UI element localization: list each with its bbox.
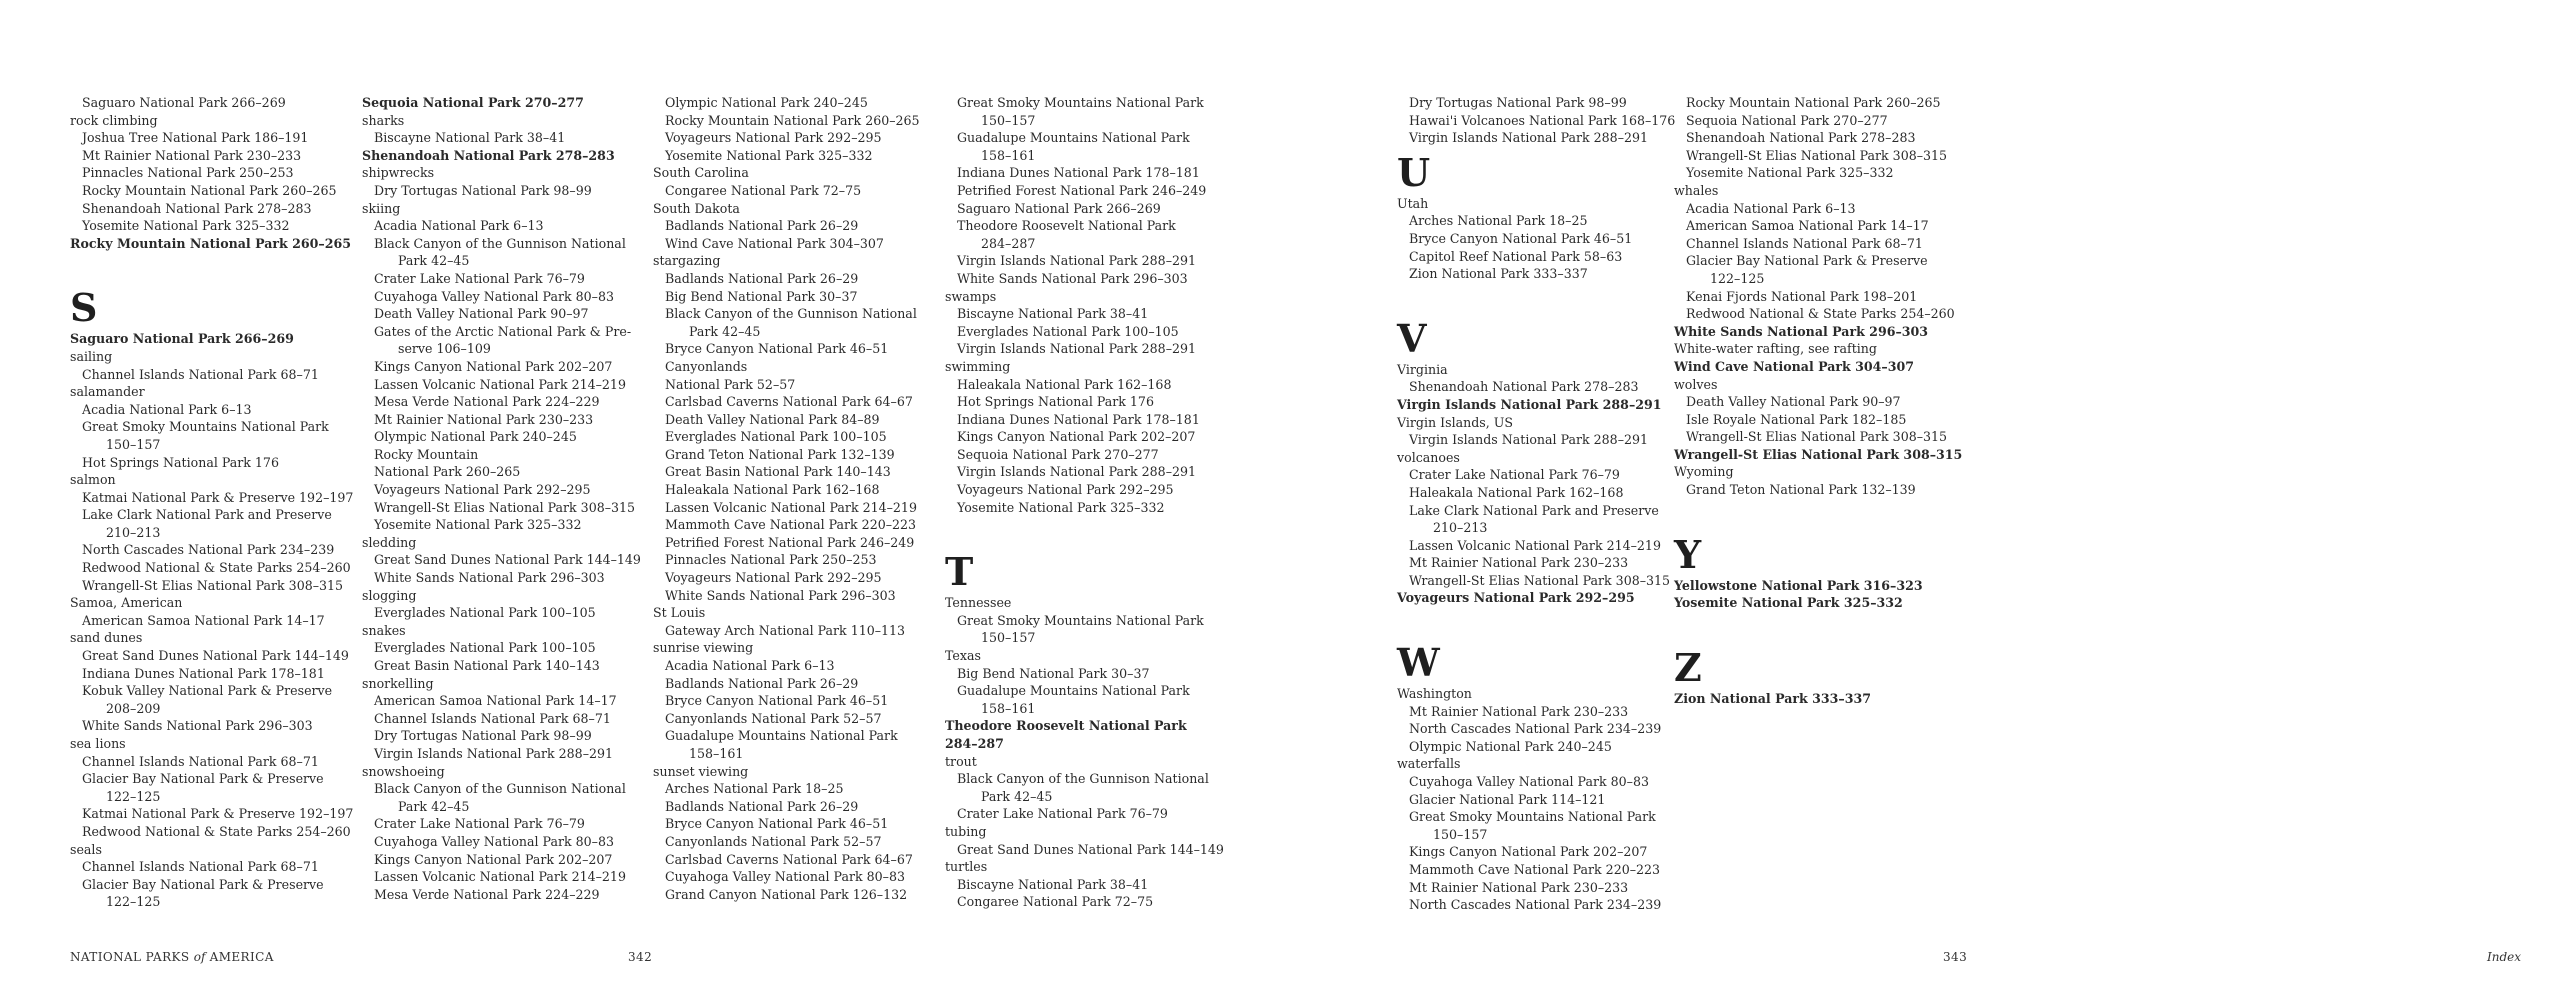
index-subentry: American Samoa National Park 14–17 bbox=[1686, 218, 1929, 234]
index-subentry: Lassen Volcanic National Park 214–219 bbox=[665, 499, 917, 515]
index-park-entry: Yosemite National Park 325–332 bbox=[1674, 595, 1903, 611]
index-subentry: Wrangell-St Elias National Park 308–315 bbox=[82, 577, 344, 593]
index-subentry-continuation: 208–209 bbox=[106, 700, 161, 716]
index-park-entry: Wrangell-St Elias National Park 308–315 bbox=[1674, 446, 1963, 462]
index-spacer bbox=[1674, 499, 1964, 529]
index-subentry-continuation: 122–125 bbox=[1710, 270, 1765, 286]
index-subentry: Black Canyon of the Gunnison National bbox=[957, 771, 1209, 787]
index-subentry: Yosemite National Park 325–332 bbox=[1686, 165, 1894, 181]
index-subentry-continuation: Park 42–45 bbox=[398, 798, 470, 814]
index-subentry: Virgin Islands National Park 288–291 bbox=[957, 253, 1197, 269]
index-topic-heading: slogging bbox=[362, 587, 417, 603]
index-topic-heading: volcanoes bbox=[1397, 449, 1460, 465]
index-subentry: Isle Royale National Park 182–185 bbox=[1686, 411, 1907, 427]
index-topic-heading: White-water rafting, see rafting bbox=[1674, 341, 1877, 357]
index-subentry: Everglades National Park 100–105 bbox=[665, 429, 887, 445]
index-subentry: Bryce Canyon National Park 46–51 bbox=[665, 816, 889, 832]
index-column-5 bbox=[1397, 94, 1687, 914]
index-subentry: Glacier Bay National Park & Preserve bbox=[1686, 253, 1928, 269]
index-subentry: Hot Springs National Park 176 bbox=[957, 394, 1154, 410]
index-subentry: Crater Lake National Park 76–79 bbox=[374, 270, 585, 286]
index-subentry: Sequoia National Park 270–277 bbox=[1686, 112, 1888, 128]
index-section-letter: Z bbox=[1674, 644, 1702, 690]
index-subentry: Mammoth Cave National Park 220–223 bbox=[1409, 862, 1661, 877]
index-subentry-continuation: serve 106–109 bbox=[398, 341, 491, 357]
index-topic-heading: sledding bbox=[362, 534, 417, 550]
index-subentry-continuation: Park 42–45 bbox=[398, 253, 470, 269]
index-subentry: Gateway Arch National Park 110–113 bbox=[665, 622, 906, 638]
index-subentry: Cuyahoga Valley National Park 80–83 bbox=[665, 869, 905, 885]
index-column-4 bbox=[945, 94, 1235, 911]
index-topic-heading: sunrise viewing bbox=[653, 640, 754, 656]
index-subentry: Crater Lake National Park 76–79 bbox=[1409, 467, 1620, 483]
index-subentry: Everglades National Park 100–105 bbox=[374, 605, 596, 621]
index-subentry: Saguaro National Park 266–269 bbox=[957, 200, 1161, 216]
index-subentry: Capitol Reef National Park 58–63 bbox=[1409, 248, 1623, 264]
index-column-1 bbox=[70, 94, 360, 911]
index-subentry: Wrangell-St Elias National Park 308–315 bbox=[1686, 429, 1948, 445]
index-subentry: Canyonlands bbox=[665, 358, 748, 374]
section-label: Index bbox=[2487, 950, 2522, 964]
index-subentry: Yosemite National Park 325–332 bbox=[374, 517, 582, 533]
index-subentry-continuation: 122–125 bbox=[106, 894, 161, 910]
index-subentry: Virgin Islands National Park 288–291 bbox=[374, 745, 614, 761]
book-title-part-2: AMERICA bbox=[209, 950, 274, 964]
index-subentry: Pinnacles National Park 250–253 bbox=[665, 552, 877, 568]
index-topic-heading: sea lions bbox=[70, 736, 126, 751]
index-park-entry: White Sands National Park 296–303 bbox=[1674, 323, 1929, 339]
index-subentry: Petrified Forest National Park 246–249 bbox=[957, 182, 1207, 198]
index-subentry: Yosemite National Park 325–332 bbox=[665, 147, 873, 163]
index-subentry: American Samoa National Park 14–17 bbox=[82, 612, 325, 628]
index-subentry: Great Smoky Mountains National Park bbox=[82, 419, 329, 435]
index-subentry: North Cascades National Park 234–239 bbox=[1409, 897, 1662, 913]
index-topic-heading: swimming bbox=[945, 358, 1011, 374]
index-park-entry: Sequoia National Park 270–277 bbox=[362, 95, 584, 110]
index-subentry-continuation: 158–161 bbox=[981, 147, 1036, 163]
index-subentry: Redwood National & State Parks 254–260 bbox=[82, 560, 351, 576]
index-subentry: Everglades National Park 100–105 bbox=[957, 323, 1179, 339]
index-subentry: Lake Clark National Park and Preserve bbox=[1409, 502, 1659, 518]
index-subentry: Shenandoah National Park 278–283 bbox=[1409, 379, 1639, 395]
index-topic-heading: whales bbox=[1674, 182, 1719, 198]
index-subentry: Congaree National Park 72–75 bbox=[957, 894, 1154, 910]
index-subentry: Virgin Islands National Park 288–291 bbox=[1409, 130, 1649, 146]
index-subentry: Indiana Dunes National Park 178–181 bbox=[82, 665, 325, 681]
index-subentry: Petrified Forest National Park 246–249 bbox=[665, 534, 915, 550]
index-topic-heading: sailing bbox=[70, 348, 113, 364]
index-subentry: Cuyahoga Valley National Park 80–83 bbox=[374, 833, 614, 849]
index-subentry: Hawai'i Volcanoes National Park 168–176 bbox=[1409, 112, 1676, 128]
index-subentry: Crater Lake National Park 76–79 bbox=[957, 806, 1168, 822]
index-topic-heading: salmon bbox=[70, 472, 116, 488]
index-park-entry: Voyageurs National Park 292–295 bbox=[1397, 590, 1635, 606]
index-subentry: Arches National Park 18–25 bbox=[1409, 213, 1588, 229]
index-column-2 bbox=[362, 94, 652, 903]
index-topic-heading: salamander bbox=[70, 384, 145, 400]
index-section-letter: T bbox=[945, 549, 974, 595]
index-subentry: Virgin Islands National Park 288–291 bbox=[957, 341, 1197, 357]
index-subentry: White Sands National Park 296–303 bbox=[665, 587, 896, 603]
index-subentry: Big Bend National Park 30–37 bbox=[665, 288, 858, 304]
index-subentry: Shenandoah National Park 278–283 bbox=[1686, 130, 1916, 146]
index-subentry: Olympic National Park 240–245 bbox=[665, 95, 868, 110]
index-subentry: Wrangell-St Elias National Park 308–315 bbox=[1409, 572, 1671, 588]
index-subentry: Great Sand Dunes National Park 144–149 bbox=[82, 648, 349, 664]
index-subentry-continuation: 150–157 bbox=[106, 436, 161, 452]
index-subentry: Haleakala National Park 162–168 bbox=[665, 482, 880, 498]
index-spacer bbox=[1397, 283, 1687, 313]
index-topic-heading: seals bbox=[70, 841, 102, 857]
index-subentry: Lake Clark National Park and Preserve bbox=[82, 507, 332, 523]
index-topic-heading: sunset viewing bbox=[653, 763, 749, 779]
index-section-letter: V bbox=[1397, 315, 1427, 361]
index-subentry: Big Bend National Park 30–37 bbox=[957, 665, 1150, 681]
index-subentry: Arches National Park 18–25 bbox=[665, 781, 844, 797]
index-subentry: Kings Canyon National Park 202–207 bbox=[957, 429, 1196, 445]
index-park-entry: Zion National Park 333–337 bbox=[1674, 690, 1871, 706]
index-subentry: Lassen Volcanic National Park 214–219 bbox=[374, 376, 626, 392]
index-subentry: Black Canyon of the Gunnison National bbox=[374, 235, 626, 251]
index-spacer bbox=[1397, 607, 1687, 637]
index-topic-heading: sand dunes bbox=[70, 630, 143, 646]
index-topic-heading: shipwrecks bbox=[362, 165, 435, 181]
index-spacer bbox=[945, 516, 1235, 546]
index-park-entry: 284–287 bbox=[945, 736, 1004, 751]
index-park-entry: Virgin Islands National Park 288–291 bbox=[1397, 396, 1662, 412]
index-subentry: Virgin Islands National Park 288–291 bbox=[1409, 432, 1649, 448]
index-subentry: Death Valley National Park 84–89 bbox=[665, 411, 880, 427]
index-topic-heading: Utah bbox=[1397, 195, 1429, 211]
index-subentry: Biscayne National Park 38–41 bbox=[957, 876, 1149, 892]
index-subentry: Olympic National Park 240–245 bbox=[374, 429, 577, 445]
index-topic-heading: stargazing bbox=[653, 253, 721, 269]
index-subentry-continuation: 210–213 bbox=[106, 524, 161, 540]
index-subentry-continuation: Park 42–45 bbox=[981, 788, 1053, 804]
index-subentry: Death Valley National Park 90–97 bbox=[1686, 394, 1901, 410]
index-subentry: Channel Islands National Park 68–71 bbox=[82, 859, 319, 875]
index-subentry: Mt Rainier National Park 230–233 bbox=[1409, 703, 1629, 719]
index-subentry: Great Smoky Mountains National Park bbox=[957, 95, 1204, 110]
index-subentry: Grand Teton National Park 132–139 bbox=[1686, 482, 1916, 498]
index-topic-heading: Virginia bbox=[1397, 361, 1448, 377]
index-subentry: Sequoia National Park 270–277 bbox=[957, 446, 1159, 462]
index-subentry: Kings Canyon National Park 202–207 bbox=[1409, 844, 1648, 860]
section-name bbox=[2487, 950, 2521, 964]
index-subentry: Mt Rainier National Park 230–233 bbox=[1409, 555, 1629, 571]
left-page-number: 342 bbox=[628, 950, 653, 964]
index-subentry: North Cascades National Park 234–239 bbox=[82, 542, 335, 558]
index-subentry: Cuyahoga Valley National Park 80–83 bbox=[374, 288, 614, 304]
index-subentry: Joshua Tree National Park 186–191 bbox=[82, 130, 309, 146]
index-subentry: Haleakala National Park 162–168 bbox=[1409, 484, 1624, 500]
index-subentry: Virgin Islands National Park 288–291 bbox=[957, 464, 1197, 480]
index-subentry: Theodore Roosevelt National Park bbox=[957, 218, 1176, 234]
index-subentry: Lassen Volcanic National Park 214–219 bbox=[374, 869, 626, 885]
index-subentry: American Samoa National Park 14–17 bbox=[374, 693, 617, 709]
index-subentry: Rocky Mountain National Park 260–265 bbox=[1686, 95, 1941, 110]
index-subentry: Great Smoky Mountains National Park bbox=[957, 612, 1204, 628]
index-subentry: Mesa Verde National Park 224–229 bbox=[374, 886, 600, 902]
index-column-6 bbox=[1674, 94, 1964, 707]
index-subentry: Great Sand Dunes National Park 144–149 bbox=[957, 841, 1224, 857]
index-subentry: Kobuk Valley National Park & Preserve bbox=[82, 683, 333, 699]
index-subentry-continuation: 150–157 bbox=[1433, 826, 1488, 842]
index-topic-heading: Virgin Islands, US bbox=[1397, 414, 1513, 430]
index-subentry: Rocky Mountain National Park 260–265 bbox=[665, 112, 920, 128]
index-topic-heading: turtles bbox=[945, 859, 988, 875]
index-park-entry: Theodore Roosevelt National Park bbox=[945, 718, 1187, 734]
index-subentry: Mt Rainier National Park 230–233 bbox=[82, 147, 302, 163]
index-subentry: Biscayne National Park 38–41 bbox=[957, 306, 1149, 322]
index-topic-heading: skiing bbox=[362, 200, 401, 216]
index-topic-heading: Wyoming bbox=[1674, 464, 1734, 480]
index-subentry: Glacier Bay National Park & Preserve bbox=[82, 771, 324, 787]
index-subentry: Glacier National Park 114–121 bbox=[1409, 791, 1606, 807]
index-topic-heading: tubing bbox=[945, 823, 987, 839]
index-subentry-continuation: 150–157 bbox=[981, 112, 1036, 128]
index-subentry: National Park 260–265 bbox=[374, 464, 521, 480]
index-subentry: Canyonlands National Park 52–57 bbox=[665, 710, 882, 726]
index-subentry: Yosemite National Park 325–332 bbox=[957, 499, 1165, 515]
index-section-letter: S bbox=[70, 285, 98, 331]
book-title-of: of bbox=[193, 950, 206, 964]
index-park-entry: Shenandoah National Park 278–283 bbox=[362, 147, 615, 163]
index-subentry: Dry Tortugas National Park 98–99 bbox=[374, 182, 592, 198]
right-page-number: 343 bbox=[1943, 950, 1968, 964]
index-topic-heading: sharks bbox=[362, 112, 405, 128]
index-subentry: Congaree National Park 72–75 bbox=[665, 182, 862, 198]
index-subentry: Yosemite National Park 325–332 bbox=[82, 218, 290, 234]
index-subentry: Voyageurs National Park 292–295 bbox=[374, 482, 591, 498]
index-subentry: White Sands National Park 296–303 bbox=[957, 270, 1188, 286]
index-subentry-continuation: 122–125 bbox=[106, 788, 161, 804]
index-subentry: Pinnacles National Park 250–253 bbox=[82, 165, 294, 181]
index-subentry: Dry Tortugas National Park 98–99 bbox=[1409, 95, 1627, 110]
index-section-letter: Y bbox=[1674, 531, 1702, 577]
index-topic-heading: snowshoeing bbox=[362, 763, 445, 779]
book-title-part-1: NATIONAL PARKS bbox=[70, 950, 190, 964]
index-topic-heading: St Louis bbox=[653, 605, 706, 621]
index-subentry: Bryce Canyon National Park 46–51 bbox=[665, 341, 889, 357]
index-topic-heading: Tennessee bbox=[945, 595, 1012, 611]
index-subentry: Carlsbad Caverns National Park 64–67 bbox=[665, 851, 913, 867]
index-subentry: Grand Teton National Park 132–139 bbox=[665, 446, 895, 462]
index-subentry-continuation: 158–161 bbox=[689, 745, 744, 761]
index-subentry: Voyageurs National Park 292–295 bbox=[665, 130, 882, 146]
index-subentry: Glacier Bay National Park & Preserve bbox=[82, 876, 324, 892]
index-topic-heading: wolves bbox=[1674, 376, 1718, 392]
index-subentry: Everglades National Park 100–105 bbox=[374, 640, 596, 656]
index-subentry: Acadia National Park 6–13 bbox=[374, 218, 544, 234]
index-subentry: White Sands National Park 296–303 bbox=[374, 570, 605, 586]
index-column-3 bbox=[653, 94, 943, 903]
index-subentry: Zion National Park 333–337 bbox=[1409, 266, 1588, 282]
index-subentry: Great Basin National Park 140–143 bbox=[374, 658, 600, 673]
index-subentry: Guadalupe Mountains National Park bbox=[957, 130, 1190, 146]
index-subentry-continuation: 210–213 bbox=[1433, 520, 1488, 536]
index-subentry: Badlands National Park 26–29 bbox=[665, 270, 859, 286]
index-topic-heading: swamps bbox=[945, 288, 997, 304]
index-subentry: Wrangell-St Elias National Park 308–315 bbox=[1686, 147, 1948, 163]
index-subentry: Rocky Mountain National Park 260–265 bbox=[82, 182, 337, 198]
index-subentry: Biscayne National Park 38–41 bbox=[374, 130, 566, 146]
index-subentry: Carlsbad Caverns National Park 64–67 bbox=[665, 394, 913, 410]
index-subentry-continuation: 150–157 bbox=[981, 630, 1036, 646]
index-subentry: Badlands National Park 26–29 bbox=[665, 675, 859, 691]
index-subentry: Acadia National Park 6–13 bbox=[82, 401, 252, 417]
index-subentry: Voyageurs National Park 292–295 bbox=[957, 482, 1174, 498]
index-subentry: Wrangell-St Elias National Park 308–315 bbox=[374, 499, 636, 515]
index-park-entry: Saguaro National Park 266–269 bbox=[70, 331, 294, 347]
index-subentry: Redwood National & State Parks 254–260 bbox=[1686, 306, 1955, 322]
footer-book-title bbox=[70, 950, 274, 964]
index-subentry: Indiana Dunes National Park 178–181 bbox=[957, 411, 1200, 427]
index-subentry: Badlands National Park 26–29 bbox=[665, 218, 859, 234]
index-spacer bbox=[70, 252, 360, 282]
index-topic-heading: Samoa, American bbox=[70, 595, 183, 611]
index-subentry: Olympic National Park 240–245 bbox=[1409, 738, 1612, 754]
index-subentry: Rocky Mountain bbox=[374, 446, 479, 462]
index-subentry-continuation: Park 42–45 bbox=[689, 323, 761, 339]
index-section-letter: U bbox=[1397, 149, 1431, 195]
index-subentry: Redwood National & State Parks 254–260 bbox=[82, 823, 351, 839]
index-subentry: National Park 52–57 bbox=[665, 376, 796, 392]
index-subentry: Mammoth Cave National Park 220–223 bbox=[665, 517, 917, 533]
index-topic-heading: snakes bbox=[362, 622, 406, 638]
index-subentry: Bryce Canyon National Park 46–51 bbox=[665, 693, 889, 709]
index-subentry: Guadalupe Mountains National Park bbox=[957, 683, 1190, 699]
index-subentry-continuation: 284–287 bbox=[981, 235, 1036, 251]
index-subentry: Death Valley National Park 90–97 bbox=[374, 306, 589, 322]
index-subentry: Cuyahoga Valley National Park 80–83 bbox=[1409, 774, 1649, 790]
index-subentry: Great Smoky Mountains National Park bbox=[1409, 809, 1656, 825]
index-topic-heading: trout bbox=[945, 753, 977, 769]
index-subentry: Kenai Fjords National Park 198–201 bbox=[1686, 288, 1918, 304]
index-subentry: Channel Islands National Park 68–71 bbox=[82, 366, 319, 382]
index-subentry: North Cascades National Park 234–239 bbox=[1409, 721, 1662, 737]
index-subentry: Black Canyon of the Gunnison National bbox=[665, 306, 917, 322]
index-subentry: Mt Rainier National Park 230–233 bbox=[374, 411, 594, 427]
index-spacer bbox=[1674, 612, 1964, 642]
index-subentry: Great Basin National Park 140–143 bbox=[665, 464, 891, 480]
index-topic-heading: Texas bbox=[945, 648, 981, 664]
index-subentry: Wind Cave National Park 304–307 bbox=[665, 235, 884, 251]
index-park-entry: Wind Cave National Park 304–307 bbox=[1674, 358, 1915, 374]
index-subentry: Channel Islands National Park 68–71 bbox=[1686, 235, 1923, 251]
index-subentry: Mesa Verde National Park 224–229 bbox=[374, 394, 600, 410]
index-subentry: Kings Canyon National Park 202–207 bbox=[374, 358, 613, 374]
index-subentry: Lassen Volcanic National Park 214–219 bbox=[1409, 537, 1661, 553]
index-subentry: Indiana Dunes National Park 178–181 bbox=[957, 165, 1200, 181]
index-subentry: Mt Rainier National Park 230–233 bbox=[1409, 879, 1629, 895]
index-subentry: Voyageurs National Park 292–295 bbox=[665, 570, 882, 586]
index-topic-heading: Washington bbox=[1397, 686, 1472, 702]
index-subentry: Saguaro National Park 266–269 bbox=[82, 95, 286, 110]
index-subentry: Gates of the Arctic National Park & Pre- bbox=[374, 323, 632, 339]
index-park-entry: Rocky Mountain National Park 260–265 bbox=[70, 235, 351, 251]
index-subentry: Black Canyon of the Gunnison National bbox=[374, 781, 626, 797]
index-topic-heading: waterfalls bbox=[1397, 756, 1461, 772]
index-subentry: Channel Islands National Park 68–71 bbox=[374, 710, 611, 726]
index-subentry: Guadalupe Mountains National Park bbox=[665, 728, 898, 744]
index-topic-heading: snorkelling bbox=[362, 675, 434, 691]
index-subentry: Katmai National Park & Preserve 192–197 bbox=[82, 806, 354, 822]
index-subentry: Shenandoah National Park 278–283 bbox=[82, 200, 312, 216]
index-subentry: Katmai National Park & Preserve 192–197 bbox=[82, 489, 354, 505]
index-subentry: White Sands National Park 296–303 bbox=[82, 718, 313, 734]
index-topic-heading: rock climbing bbox=[70, 112, 158, 128]
index-subentry: Hot Springs National Park 176 bbox=[82, 454, 279, 470]
index-subentry-continuation: 158–161 bbox=[981, 700, 1036, 716]
index-section-letter: W bbox=[1397, 640, 1440, 686]
index-subentry: Grand Canyon National Park 126–132 bbox=[665, 886, 908, 902]
index-subentry: Dry Tortugas National Park 98–99 bbox=[374, 728, 592, 744]
index-subentry: Bryce Canyon National Park 46–51 bbox=[1409, 230, 1633, 246]
index-topic-heading: South Dakota bbox=[653, 200, 740, 216]
index-subentry: Channel Islands National Park 68–71 bbox=[82, 753, 319, 769]
index-park-entry: Yellowstone National Park 316–323 bbox=[1674, 577, 1923, 593]
index-subentry: Canyonlands National Park 52–57 bbox=[665, 833, 882, 849]
index-subentry: Acadia National Park 6–13 bbox=[1686, 200, 1856, 216]
index-subentry: Badlands National Park 26–29 bbox=[665, 798, 859, 814]
index-subentry: Crater Lake National Park 76–79 bbox=[374, 816, 585, 832]
index-topic-heading: South Carolina bbox=[653, 165, 749, 181]
index-subentry: Great Sand Dunes National Park 144–149 bbox=[374, 552, 641, 568]
index-subentry: Acadia National Park 6–13 bbox=[665, 658, 835, 673]
index-subentry: Kings Canyon National Park 202–207 bbox=[374, 851, 613, 867]
index-subentry: Haleakala National Park 162–168 bbox=[957, 376, 1172, 392]
